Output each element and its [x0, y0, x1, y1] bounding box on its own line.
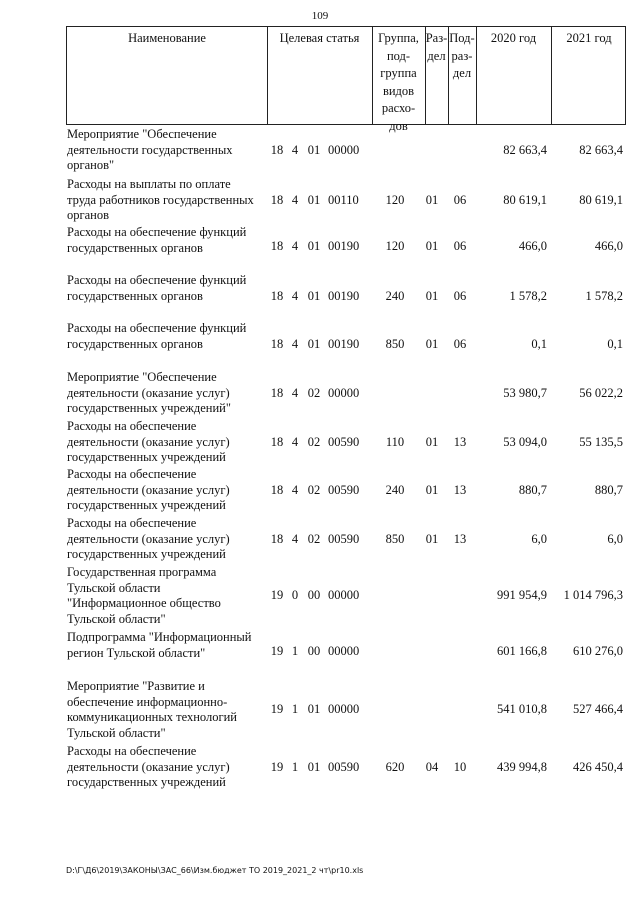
- cell-c1: 19: [270, 702, 284, 716]
- cell-y2021: 426 450,4: [573, 760, 623, 774]
- table-header: [66, 26, 626, 133]
- row-name-line: государственных учреждений: [67, 547, 226, 562]
- cell-c1: 18: [270, 532, 284, 546]
- cell-c2: 1: [291, 702, 299, 716]
- cell-rz: 04: [425, 760, 439, 774]
- cell-c2: 4: [291, 386, 299, 400]
- cell-c4: 00190: [328, 239, 360, 253]
- cell-y2021: 82 663,4: [579, 143, 623, 157]
- row-name: [67, 565, 277, 627]
- row-name-line: органов: [67, 208, 110, 223]
- row-name-line: государственных учреждений": [67, 401, 231, 416]
- row-name-line: Подпрограмма "Информационный: [67, 630, 252, 644]
- cell-y2020: 0,1: [531, 337, 547, 351]
- cell-c1: 18: [270, 483, 284, 497]
- cell-c2: 4: [291, 532, 299, 546]
- cell-grp: 850: [385, 337, 405, 351]
- cell-c1: 18: [270, 143, 284, 157]
- row-name-line: Мероприятие "Обеспечение: [67, 370, 217, 384]
- cell-y2020: 601 166,8: [497, 644, 547, 658]
- cell-c4: 00000: [328, 588, 360, 602]
- cell-y2020: 53 094,0: [503, 435, 547, 449]
- row-name: [67, 630, 277, 661]
- cell-c3: 01: [307, 289, 321, 303]
- cell-c2: 4: [291, 435, 299, 449]
- cell-grp: 240: [385, 483, 405, 497]
- header-2020: 2020 год: [490, 31, 537, 45]
- row-name: [67, 744, 277, 791]
- cell-c2: 4: [291, 239, 299, 253]
- cell-c1: 19: [270, 760, 284, 774]
- row-name-line: государственных органов: [67, 288, 203, 303]
- cell-y2020: 439 994,8: [497, 760, 547, 774]
- row-name-line: Расходы на обеспечение функций: [67, 321, 247, 335]
- cell-y2020: 82 663,4: [503, 143, 547, 157]
- row-name: [67, 419, 277, 466]
- cell-y2021: 1 578,2: [585, 289, 623, 303]
- cell-y2020: 466,0: [518, 239, 547, 253]
- cell-c4: 00000: [328, 386, 360, 400]
- cell-c1: 18: [270, 239, 284, 253]
- cell-c4: 00000: [328, 702, 360, 716]
- row-name-line: органов": [67, 158, 115, 173]
- row-name: [67, 679, 277, 741]
- page-number: 109: [311, 10, 329, 22]
- row-name-line: государственных органов: [67, 336, 203, 351]
- row-name: [67, 273, 277, 304]
- cell-c4: 00000: [328, 644, 360, 658]
- file-path-footer: D:\Г\Д6\2019\ЗАКОНЫ\ЗАС_66\Изм.бюджет ТО 2019_2021_2 чт\pr10.xls: [66, 866, 364, 875]
- row-name-line: государственных органов: [67, 240, 203, 255]
- cell-y2021: 880,7: [594, 483, 623, 497]
- cell-c4: 00590: [328, 532, 360, 546]
- cell-c2: 4: [291, 193, 299, 207]
- cell-grp: 240: [385, 289, 405, 303]
- cell-c2: 4: [291, 289, 299, 303]
- row-name: [67, 321, 277, 352]
- row-name: [67, 467, 277, 514]
- cell-rz: 01: [425, 483, 439, 497]
- cell-c3: 01: [307, 702, 321, 716]
- row-name-line: деятельности (оказание услуг): [67, 531, 230, 546]
- row-name-line: Расходы на обеспечение: [67, 744, 197, 758]
- cell-c3: 00: [307, 588, 321, 602]
- cell-prz: 06: [453, 289, 467, 303]
- cell-prz: 13: [453, 435, 467, 449]
- cell-c1: 18: [270, 386, 284, 400]
- cell-c1: 18: [270, 337, 284, 351]
- cell-c3: 01: [307, 143, 321, 157]
- cell-c3: 02: [307, 435, 321, 449]
- cell-y2020: 80 619,1: [503, 193, 547, 207]
- row-name-line: обеспечение информационно-: [67, 694, 228, 709]
- cell-y2020: 880,7: [518, 483, 547, 497]
- row-name-line: "Информационное общество: [67, 596, 221, 611]
- header-2021: 2021 год: [566, 31, 612, 45]
- cell-c4: 00110: [328, 193, 359, 207]
- cell-c1: 18: [270, 435, 284, 449]
- header-name: Наименование: [128, 31, 206, 45]
- cell-grp: 120: [385, 239, 405, 253]
- cell-c3: 01: [307, 760, 321, 774]
- cell-prz: 10: [453, 760, 467, 774]
- row-name-line: Государственная программа: [67, 565, 217, 579]
- row-name: [67, 370, 277, 417]
- cell-y2021: 80 619,1: [579, 193, 623, 207]
- cell-prz: 13: [453, 532, 467, 546]
- cell-grp: 110: [385, 435, 405, 449]
- row-name-line: государственных учреждений: [67, 450, 226, 465]
- cell-y2021: 6,0: [607, 532, 623, 546]
- cell-rz: 01: [425, 337, 439, 351]
- cell-rz: 01: [425, 193, 439, 207]
- cell-c1: 19: [270, 644, 284, 658]
- row-name-line: Расходы на обеспечение функций: [67, 273, 247, 287]
- row-name-line: Расходы на обеспечение функций: [67, 225, 247, 239]
- cell-c4: 00590: [328, 483, 360, 497]
- cell-c3: 01: [307, 337, 321, 351]
- cell-y2021: 610 276,0: [573, 644, 623, 658]
- header-podrazdel: Под- раз- дел: [449, 31, 475, 80]
- row-name-line: деятельности (оказание услуг): [67, 759, 230, 774]
- row-name: [67, 225, 277, 256]
- cell-c3: 01: [307, 193, 321, 207]
- cell-c4: 00590: [328, 760, 360, 774]
- cell-prz: 06: [453, 239, 467, 253]
- cell-rz: 01: [425, 532, 439, 546]
- cell-c1: 18: [270, 193, 284, 207]
- row-name-line: государственных учреждений: [67, 498, 226, 513]
- cell-c4: 00190: [328, 289, 360, 303]
- cell-y2020: 6,0: [531, 532, 547, 546]
- row-name-line: государственных учреждений: [67, 775, 226, 790]
- cell-c2: 4: [291, 483, 299, 497]
- cell-c4: 00190: [328, 337, 360, 351]
- cell-rz: 01: [425, 289, 439, 303]
- cell-rz: 01: [425, 239, 439, 253]
- cell-c4: 00000: [328, 143, 360, 157]
- row-name: [67, 516, 277, 563]
- cell-c1: 18: [270, 289, 284, 303]
- row-name-line: Расходы на выплаты по оплате: [67, 177, 231, 191]
- row-name-line: труда работников государственных: [67, 192, 254, 207]
- row-name-line: деятельности (оказание услуг): [67, 482, 230, 497]
- cell-c2: 4: [291, 143, 299, 157]
- cell-y2020: 1 578,2: [509, 289, 547, 303]
- cell-prz: 06: [453, 193, 467, 207]
- cell-c2: 0: [291, 588, 299, 602]
- cell-grp: 120: [385, 193, 405, 207]
- cell-prz: 06: [453, 337, 467, 351]
- cell-y2021: 55 135,5: [579, 435, 623, 449]
- cell-rz: 01: [425, 435, 439, 449]
- row-name-line: регион Тульской области": [67, 645, 206, 660]
- row-name-line: Мероприятие "Обеспечение: [67, 127, 217, 141]
- cell-y2021: 466,0: [594, 239, 623, 253]
- row-name: [67, 177, 277, 224]
- cell-c3: 02: [307, 483, 321, 497]
- cell-prz: 13: [453, 483, 467, 497]
- header-group: Группа, под- группа видов расхо- дов: [378, 31, 419, 133]
- row-name-line: Расходы на обеспечение: [67, 419, 197, 433]
- row-name-line: Тульской области": [67, 611, 166, 626]
- cell-c2: 1: [291, 644, 299, 658]
- cell-c2: 4: [291, 337, 299, 351]
- cell-c2: 1: [291, 760, 299, 774]
- row-name-line: Расходы на обеспечение: [67, 516, 197, 530]
- row-name-line: Тульской области": [67, 725, 166, 740]
- row-name-line: Тульской области: [67, 580, 161, 595]
- row-name-line: Расходы на обеспечение: [67, 467, 197, 481]
- header-target: Целевая статья: [279, 31, 360, 45]
- cell-c1: 19: [270, 588, 284, 602]
- cell-c3: 02: [307, 532, 321, 546]
- row-name-line: деятельности (оказание услуг): [67, 434, 230, 449]
- cell-c4: 00590: [328, 435, 360, 449]
- header-razdel: Раз- дел: [425, 31, 448, 63]
- row-name-line: Мероприятие "Развитие и: [67, 679, 205, 693]
- cell-c3: 01: [307, 239, 321, 253]
- cell-y2020: 541 010,8: [497, 702, 547, 716]
- cell-y2021: 0,1: [607, 337, 623, 351]
- cell-y2020: 53 980,7: [503, 386, 547, 400]
- row-name-line: деятельности государственных: [67, 142, 233, 157]
- cell-y2020: 991 954,9: [497, 588, 547, 602]
- row-name-line: коммуникационных технологий: [67, 710, 237, 725]
- cell-y2021: 527 466,4: [573, 702, 623, 716]
- row-name-line: деятельности (оказание услуг): [67, 385, 230, 400]
- row-name: [67, 127, 277, 174]
- cell-y2021: 1 014 796,3: [563, 588, 623, 602]
- cell-c3: 00: [307, 644, 321, 658]
- cell-grp: 850: [385, 532, 405, 546]
- cell-c3: 02: [307, 386, 321, 400]
- cell-y2021: 56 022,2: [579, 386, 623, 400]
- cell-grp: 620: [385, 760, 405, 774]
